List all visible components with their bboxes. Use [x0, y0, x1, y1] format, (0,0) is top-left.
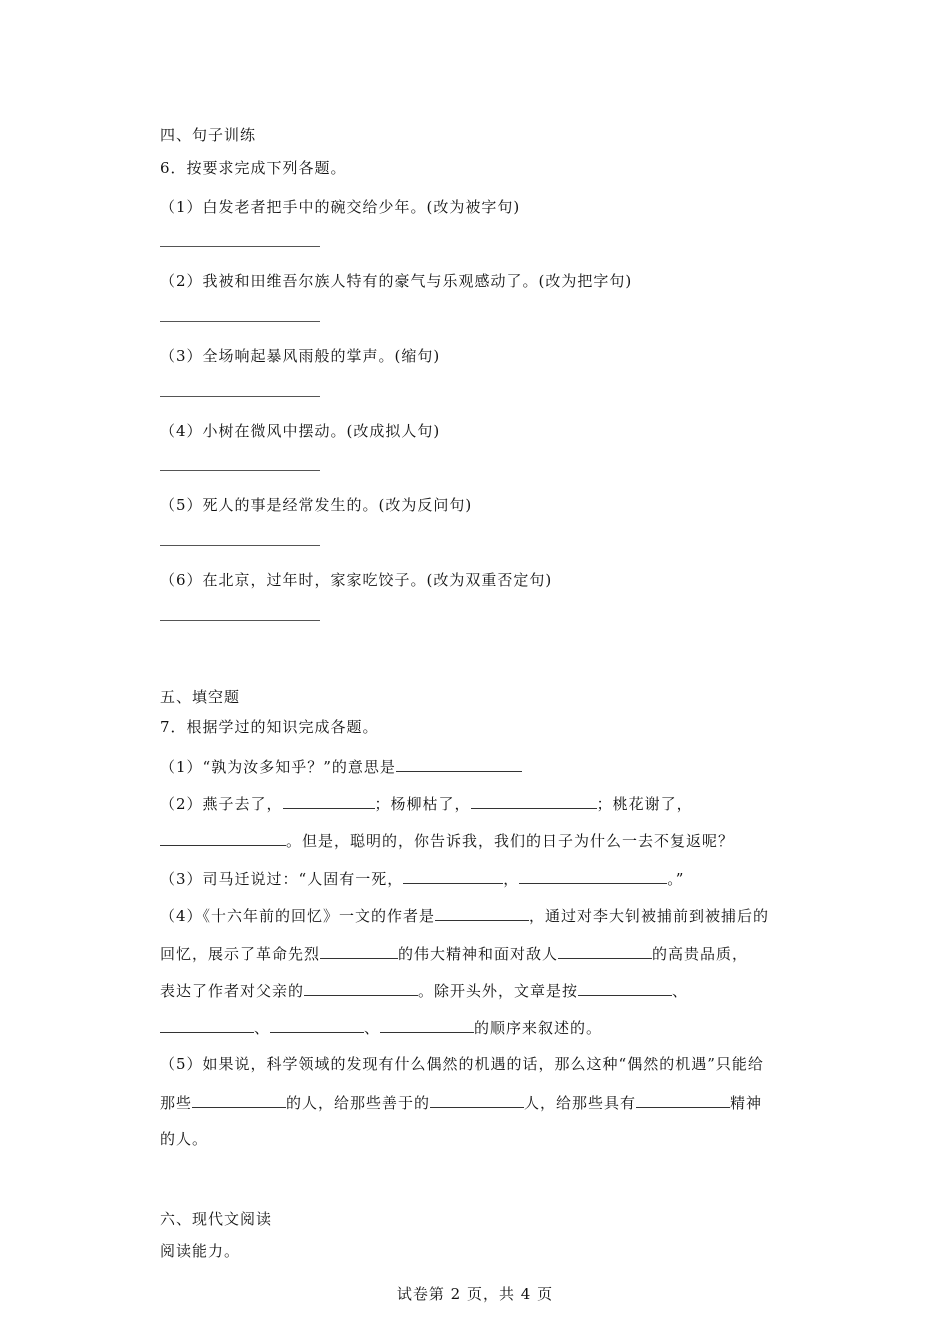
q7-part-2-line-1: [160, 792, 693, 814]
question-6-stem: 6．按要求完成下列各题。: [160, 159, 347, 177]
q7-p2-blank-1[interactable]: [283, 792, 375, 809]
q7-part-4-line-4: [160, 1016, 602, 1038]
q7-p3-text-b: ，: [503, 870, 520, 888]
q7-p3-blank-1[interactable]: [403, 867, 503, 884]
q7-p1-blank[interactable]: [396, 755, 522, 772]
q7-part-2-line-2: [160, 829, 734, 851]
q6-answer-line-5[interactable]: [160, 545, 320, 546]
q7-p4-text-h: 、: [672, 982, 689, 1000]
q7-p4-blank-7[interactable]: [270, 1016, 364, 1033]
q7-p4-text-k: 的顺序来叙述的。: [474, 1019, 603, 1037]
q7-p2-text-b: ；杨柳枯了，: [374, 795, 471, 813]
q6-item-1: （1）白发老者把手中的碗交给少年。(改为被字句): [160, 198, 521, 216]
q7-p4-text-a: （4）《十六年前的回忆》一文的作者是: [160, 907, 436, 925]
q7-p4-text-g: 。除开头外，文章是按: [418, 982, 579, 1000]
section-5-title: 五、填空题: [160, 688, 241, 706]
q7-part-4-line-3: [160, 979, 688, 1001]
q6-item-5: （5）死人的事是经常发生的。(改为反问句): [160, 496, 473, 514]
section-6-subtitle: 阅读能力。: [160, 1242, 241, 1260]
q7-p3-blank-2[interactable]: [519, 867, 667, 884]
q7-p2-blank-2[interactable]: [471, 792, 597, 809]
q7-p5-blank-3[interactable]: [636, 1091, 730, 1108]
q6-item-3: （3）全场响起暴风雨般的掌声。(缩句): [160, 347, 441, 365]
q7-p2-text-d: 。但是，聪明的，你告诉我，我们的日子为什么一去不复返呢？: [286, 832, 735, 850]
q7-p5-text-e: 精神: [730, 1094, 763, 1112]
q6-answer-line-3[interactable]: [160, 396, 320, 397]
q7-part-4-line-2: [160, 942, 748, 964]
q7-part-5-line-1: [160, 1053, 764, 1074]
q7-p4-text-d: 的伟大精神和面对敌人: [398, 945, 559, 963]
q7-part-4-line-1: [160, 904, 769, 926]
q7-p4-text-b: ，通过对李大钊被捕前到被捕后的: [529, 907, 770, 925]
q7-part-5-line-2: [160, 1091, 762, 1113]
question-7-stem: 7．根据学过的知识完成各题。: [160, 718, 379, 736]
q7-part-5-line-3: [160, 1128, 208, 1149]
q7-p4-blank-4[interactable]: [304, 979, 418, 996]
q7-p4-blank-2[interactable]: [320, 942, 398, 959]
q7-part-1: [160, 755, 522, 777]
q6-answer-line-2[interactable]: [160, 321, 320, 322]
q6-answer-line-4[interactable]: [160, 470, 320, 471]
q7-p5-text-d: 人，给那些具有: [524, 1094, 637, 1112]
q7-p5-text-a: （5）如果说，科学领域的发现有什么偶然的机遇的话，那么这种“偶然的机遇”只能给: [160, 1055, 764, 1073]
q7-part-3: [160, 867, 684, 889]
section-6-title: 六、现代文阅读: [160, 1210, 273, 1228]
q7-p2-text-c: ；桃花谢了，: [596, 795, 693, 813]
q7-p4-text-f: 表达了作者对父亲的: [160, 982, 305, 1000]
q7-p4-blank-5[interactable]: [578, 979, 672, 996]
q7-p5-text-c: 的人，给那些善于的: [286, 1094, 431, 1112]
section-4-title: 四、句子训练: [160, 126, 257, 144]
q7-p4-text-j: 、: [364, 1019, 381, 1037]
q6-answer-line-1[interactable]: [160, 246, 320, 247]
q7-p5-blank-1[interactable]: [192, 1091, 286, 1108]
q7-p3-text-a: （3）司马迁说过：“人固有一死，: [160, 870, 404, 888]
q7-p4-text-i: 、: [254, 1019, 271, 1037]
q6-item-6: （6）在北京，过年时，家家吃饺子。(改为双重否定句): [160, 571, 553, 589]
q7-p3-text-c: 。”: [667, 870, 685, 888]
q6-item-4: （4）小树在微风中摆动。(改成拟人句): [160, 422, 441, 440]
q6-item-2: （2）我被和田维吾尔族人特有的豪气与乐观感动了。(改为把字句): [160, 272, 633, 290]
q7-p2-text-a: （2）燕子去了，: [160, 795, 283, 813]
q7-p4-blank-8[interactable]: [380, 1016, 474, 1033]
q7-p5-text-f: 的人。: [160, 1130, 209, 1148]
q7-p2-blank-3[interactable]: [160, 829, 286, 846]
page-footer: 试卷第 2 页，共 4 页: [396, 1285, 554, 1303]
q7-p5-blank-2[interactable]: [430, 1091, 524, 1108]
q7-p4-text-c: 回忆，展示了革命先烈: [160, 945, 321, 963]
q7-p4-blank-6[interactable]: [160, 1016, 254, 1033]
q7-p1-text: （1）“孰为汝多知乎？”的意思是: [160, 758, 396, 776]
q7-p4-blank-3[interactable]: [558, 942, 652, 959]
q6-answer-line-6[interactable]: [160, 620, 320, 621]
q7-p5-text-b: 那些: [160, 1094, 193, 1112]
q7-p4-text-e: 的高贵品质，: [652, 945, 749, 963]
q7-p4-blank-1[interactable]: [435, 904, 529, 921]
